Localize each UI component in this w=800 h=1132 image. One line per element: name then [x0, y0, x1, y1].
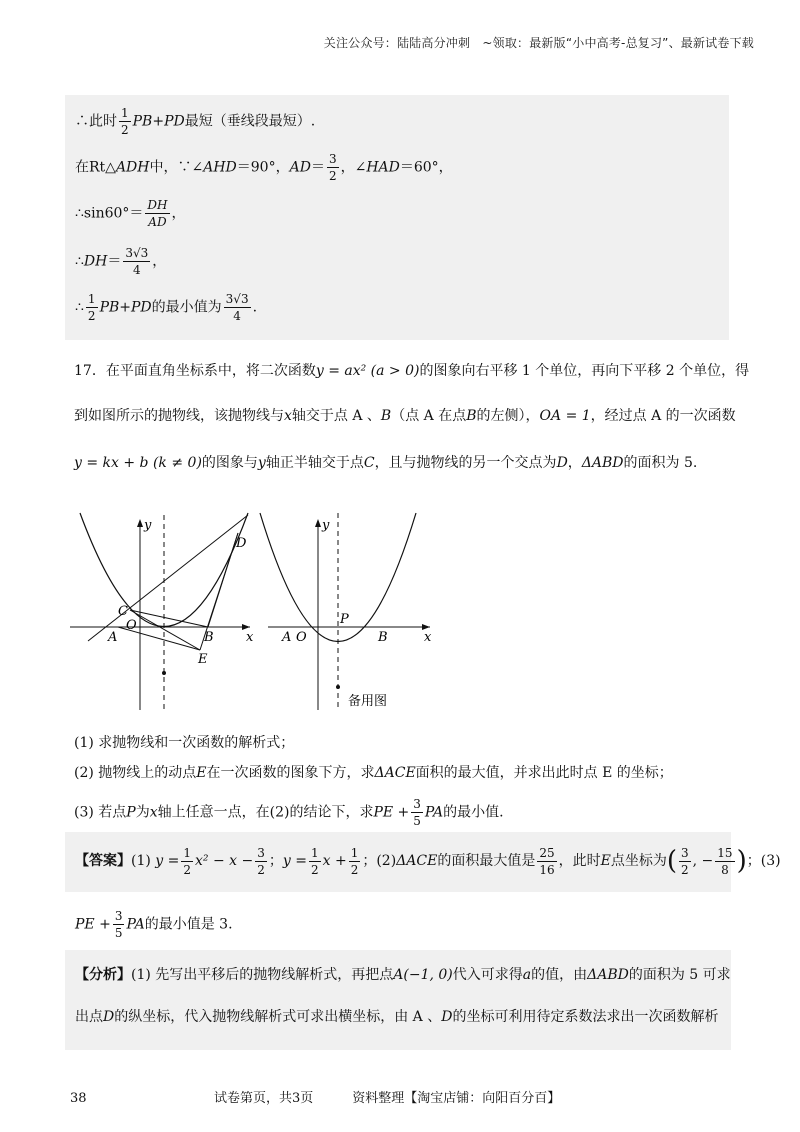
- page-number: 38: [70, 1091, 87, 1106]
- analysis-line-2: 出点D的纵坐标，代入抛物线解析式可求出横坐标，由 A 、D的坐标可利用待定系数法求出一次函数解析: [75, 1009, 719, 1025]
- y-axis-arrow-1: [137, 519, 143, 527]
- label-y-2: y: [322, 518, 330, 533]
- label-A-1: A: [108, 630, 118, 645]
- page-footer: 试卷第页，共3页 资料整理【淘宝店铺：向阳百分百】: [214, 1091, 561, 1106]
- label-B-1: B: [204, 630, 214, 645]
- label-E: E: [198, 652, 208, 667]
- answer-line-1: 【答案】(1) y = $\frac{1}{2}$ x² − x − $\frac{3}{2}$ ；y = $\frac{1}{2}$ x + $\frac{1}{2}$ ；(2)ΔACE的面积最大值是 $\frac{25}{16}$ ，此时E点坐标为( $\frac{3}{2}$ , − $\frac{15}{8}$ )；(3): [75, 845, 781, 877]
- page-header: 关注公众号：陆陆高分冲刺 ~领取：最新版“小中高考-总复习”、最新试卷下载: [323, 36, 754, 50]
- vertex-point-2: [336, 685, 340, 689]
- solution-line-3: ∴sin60°＝ $\frac{DH}{AD}$ ，: [75, 198, 186, 229]
- question-17-line-3: y = kx + b (k ≠ 0)的图象与y轴正半轴交于点C，且与抛物线的另一个交点为D，ΔABD的面积为 5.: [74, 455, 698, 471]
- vertex-point-1: [162, 671, 166, 675]
- question-17-line-2: 到如图所示的抛物线，该抛物线与x轴交于点 A 、B（点 A 在点B的左侧），OA = 1，经过点 A 的一次函数: [74, 408, 736, 424]
- subquestion-1: (1) 求抛物线和一次函数的解析式；: [74, 735, 295, 751]
- solution-line-1: ∴此时 $\frac{1}{2}$ PB+PD最短（垂线段最短）.: [75, 106, 316, 137]
- label-B-2: B: [378, 630, 388, 645]
- backup-figure-caption: 备用图: [348, 694, 388, 709]
- solution-continuation: [65, 95, 729, 340]
- analysis-line-1: 【分析】(1) 先写出平移后的抛物线解析式，再把点A(−1, 0)代入可求得a的值，由ΔABD的面积为 5 可求: [75, 967, 731, 983]
- question-17-line-1: 17．在平面直角坐标系中，将二次函数y = ax² (a > 0)的图象向右平移 1 个单位，再向下平移 2 个单位，得: [74, 363, 750, 379]
- label-C: C: [118, 604, 128, 619]
- label-A-2: A: [282, 630, 292, 645]
- label-D: D: [236, 536, 247, 551]
- answer-line-2: PE + $\frac{3}{5}$ PA的最小值是 3.: [75, 909, 233, 940]
- segment-BD: [208, 533, 238, 627]
- solution-line-5: ∴ $\frac{1}{2}$ PB+PD的最小值为 $\frac{3√3}{4}$ .: [75, 292, 258, 323]
- subquestion-2: (2) 抛物线上的动点E在一次函数的图象下方，求ΔACE面积的最大值，并求出此时点 E 的坐标；: [74, 765, 673, 781]
- analysis-block: [65, 950, 731, 1050]
- label-x-2: x: [424, 630, 432, 645]
- label-y-1: y: [144, 518, 152, 533]
- label-P: P: [340, 612, 349, 627]
- solution-line-4: ∴DH＝ $\frac{3√3}{4}$ ，: [75, 246, 167, 277]
- figure-main: [70, 513, 254, 710]
- figure-backup: [260, 513, 432, 710]
- subquestion-3: (3) 若点P为x轴上任意一点，在(2)的结论下，求PE + $\frac{3}{5}$ PA的最小值.: [74, 797, 504, 828]
- answer-block: [65, 832, 781, 892]
- label-O-1: O: [126, 618, 137, 633]
- question-17-figure: [70, 505, 440, 710]
- y-axis-arrow-2: [315, 519, 321, 527]
- label-x-1: x: [246, 630, 254, 645]
- solution-line-2: 在Rt△ADH中，∵∠AHD＝90°，AD＝ $\frac{3}{2}$ ，∠HAD＝60°，: [75, 152, 453, 183]
- label-O-2: O: [296, 630, 307, 645]
